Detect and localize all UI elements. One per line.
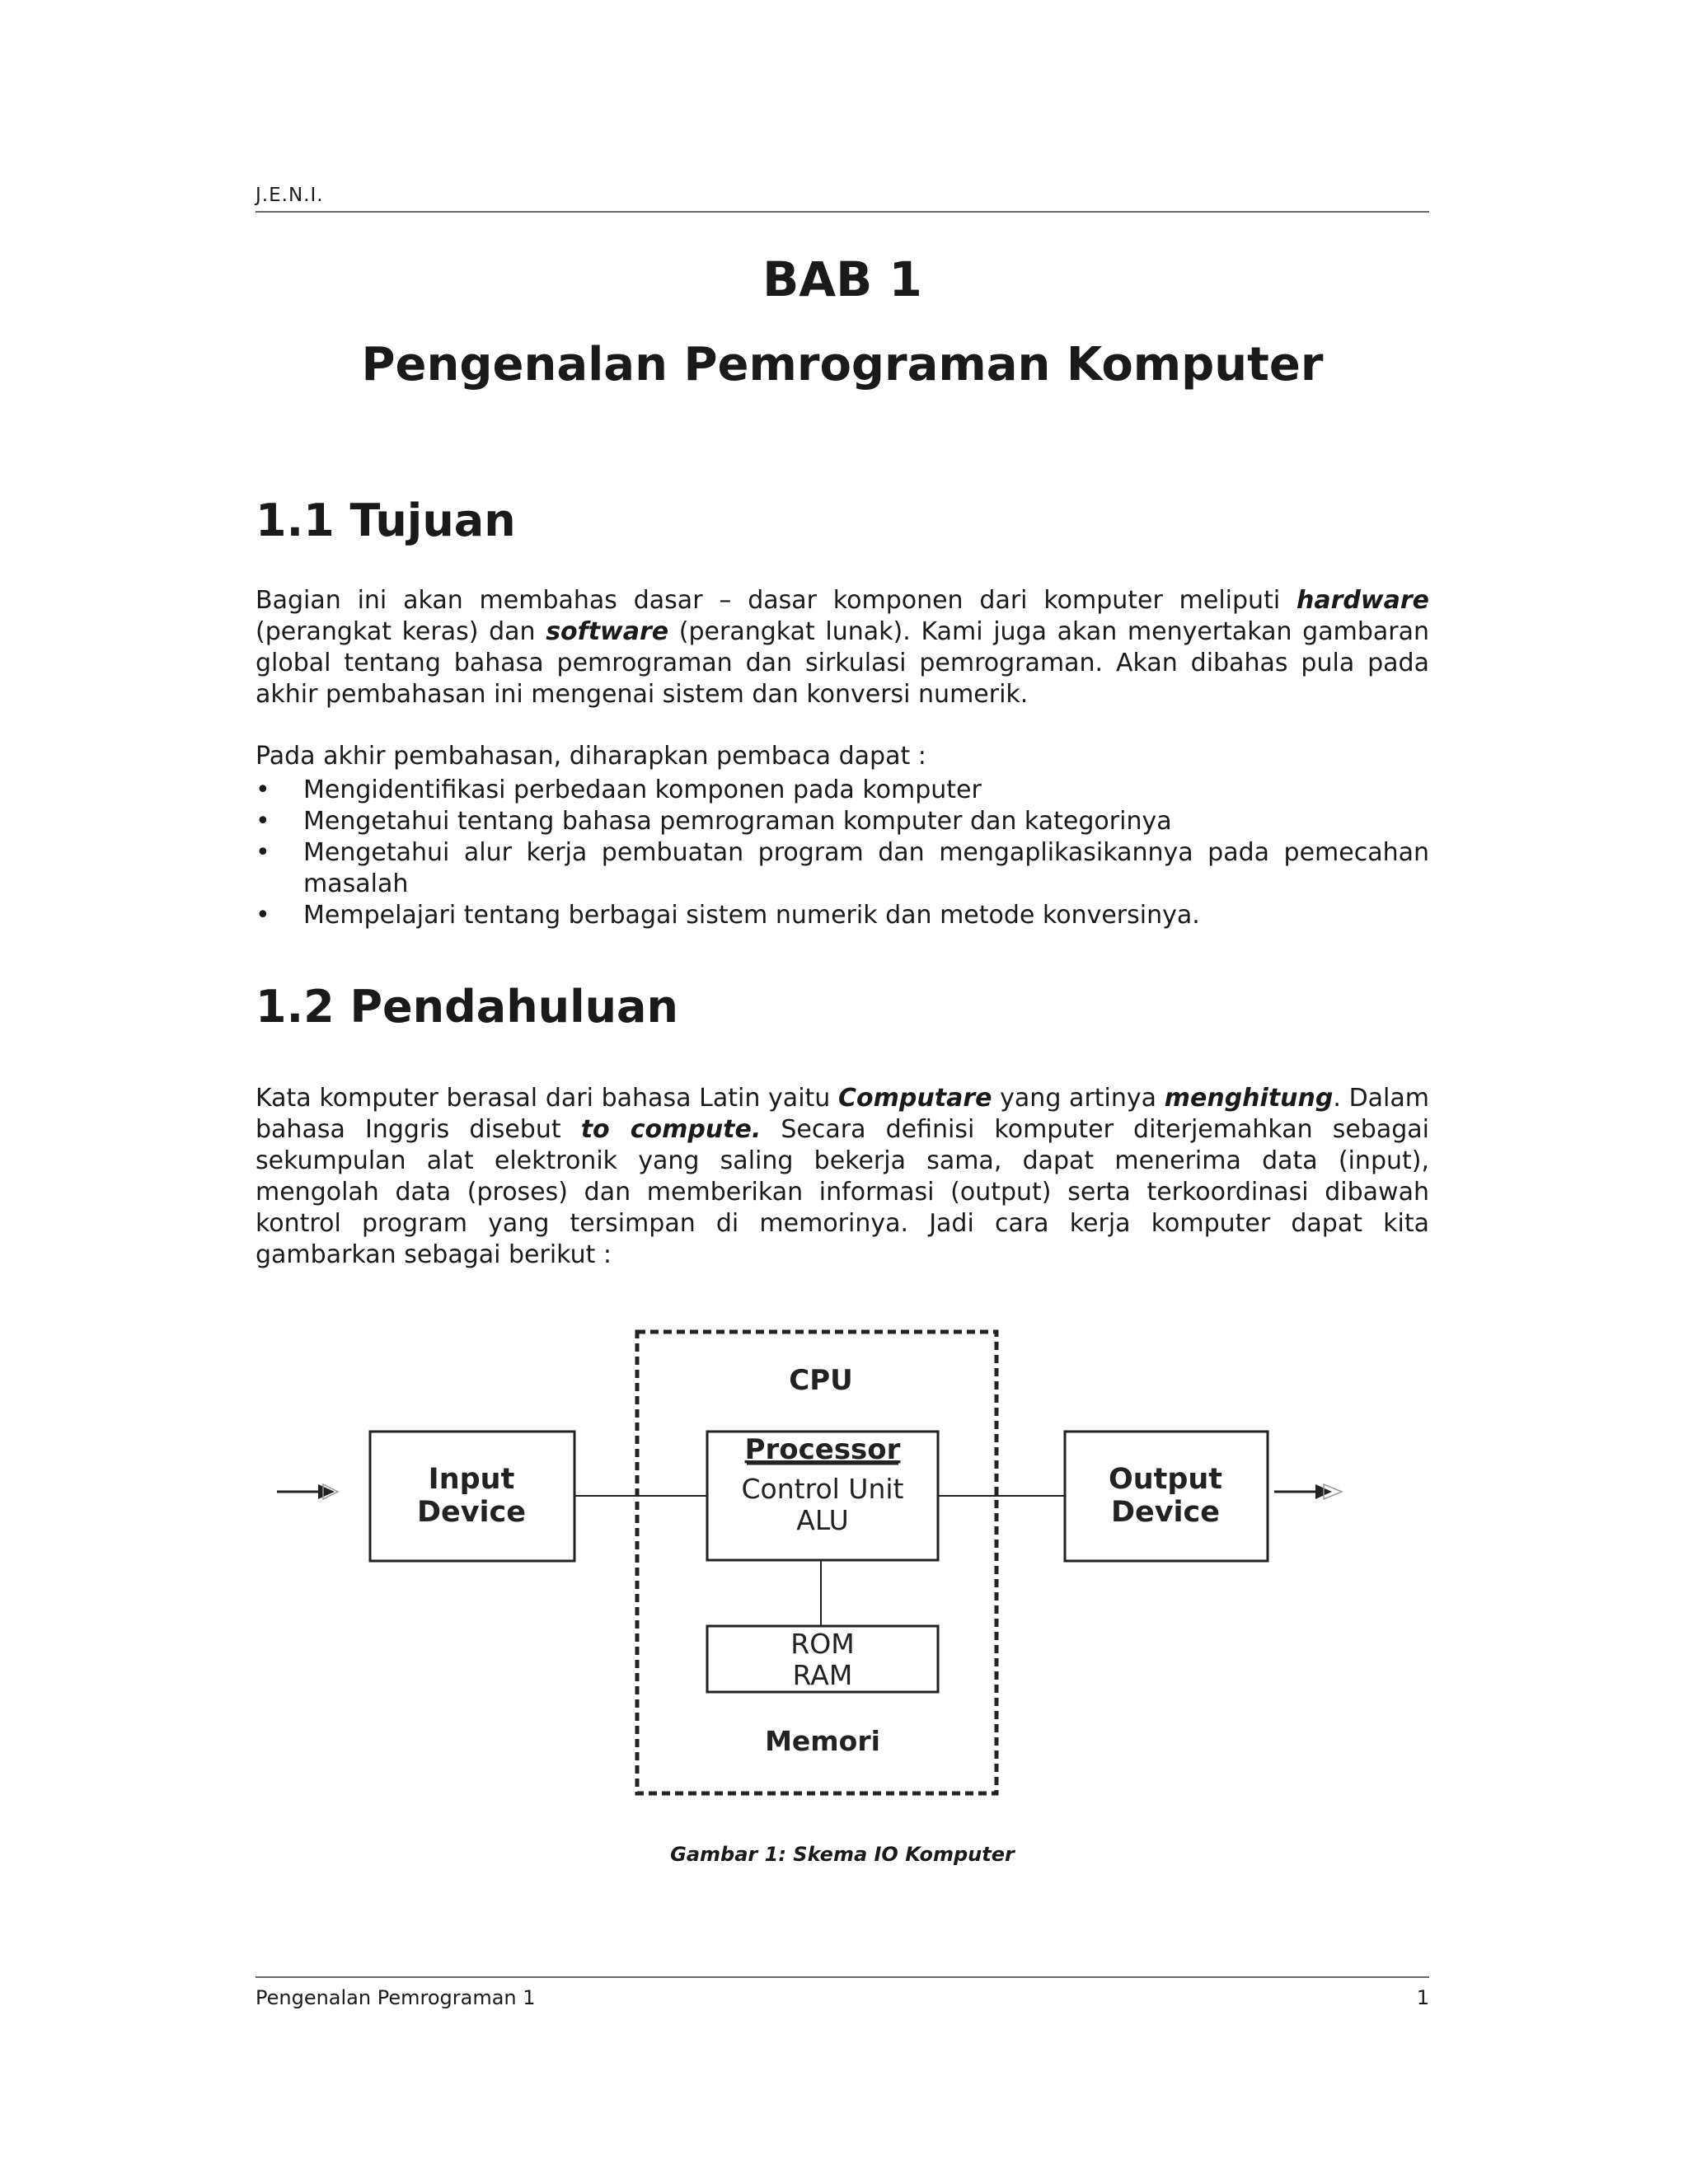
emphasis-computare: Computare <box>838 1084 992 1113</box>
output-device-line1: Output <box>1108 1463 1223 1496</box>
list-item: • Mempelajari tentang berbagai sistem numerik dan metode konversinya. <box>256 900 1429 931</box>
objectives-lead: Pada akhir pembahasan, diharapkan pembaca dapat : <box>256 742 926 771</box>
rom-label: ROM <box>790 1628 855 1660</box>
section-heading-pendahuluan: 1.2 Pendahuluan <box>256 981 678 1033</box>
ram-label: RAM <box>792 1659 853 1691</box>
processor-label: Processor <box>744 1433 901 1466</box>
emphasis-software: software <box>546 617 669 646</box>
list-item: • Mengetahui alur kerja pembuatan program dan mengaplikasikannya pada pemecahan masalah <box>256 837 1429 900</box>
text-run: Secara definisi komputer diterjemahkan sebagai sekumpulan alat elektronik yang saling bekerja sama, dapat menerima data (input), mengolah data (proses) dan memberikan informasi (output) serta terkoordinasi dibawah kontrol program yang tersimpan di memorinya. Jadi cara kerja komputer dapat kita gambarkan sebagai berikut : <box>256 1115 1429 1269</box>
alu-label: ALU <box>796 1504 849 1536</box>
list-item: • Mengetahui tentang bahasa pemrograman komputer dan kategorinya <box>256 806 1429 837</box>
chapter-label: BAB 1 <box>762 251 922 307</box>
text-run: Bagian ini akan membahas dasar – dasar komponen dari komputer meliputi <box>256 586 1297 615</box>
cpu-label: CPU <box>789 1364 853 1397</box>
memori-label: Memori <box>765 1725 880 1757</box>
section-heading-tujuan: 1.1 Tujuan <box>256 494 516 546</box>
input-device-line1: Input <box>428 1463 515 1496</box>
text-run: (perangkat lunak). Kami juga akan menyertakan gambaran global tentang bahasa pemrograman dan sirkulasi pemrograman. Akan dibahas pula pada akhir pembahasan ini mengenai sistem dan konversi numerik. <box>256 617 1429 709</box>
running-header: J.E.N.I. <box>256 185 324 206</box>
chapter-title: Pengenalan Pemrograman Komputer <box>361 338 1324 391</box>
cpu-dashed-box <box>637 1332 996 1793</box>
output-device-line2: Device <box>1110 1496 1221 1529</box>
footer-rule <box>256 1976 1429 1978</box>
text-run: Kata komputer berasal dari bahasa Latin yaitu <box>256 1084 839 1113</box>
control-unit-label: Control Unit <box>741 1473 904 1505</box>
running-footer: Pengenalan Pemrograman 1 <box>256 1986 536 2009</box>
list-item: • Mengidentifikasi perbedaan komponen pada komputer <box>256 775 1429 806</box>
figure-caption: Gambar 1: Skema IO Komputer <box>670 1843 1015 1866</box>
text-run: yang artinya <box>992 1084 1165 1113</box>
text-run: . Dalam bahasa Inggris disebut <box>256 1084 1430 1144</box>
text-run: (perangkat keras) dan <box>256 617 546 646</box>
input-device-line2: Device <box>416 1496 527 1529</box>
emphasis-menghitung: menghitung <box>1164 1084 1334 1113</box>
emphasis-to-compute: to compute. <box>580 1115 762 1144</box>
emphasis-hardware: hardware <box>1296 586 1429 615</box>
page-number: 1 <box>1416 1986 1429 2009</box>
